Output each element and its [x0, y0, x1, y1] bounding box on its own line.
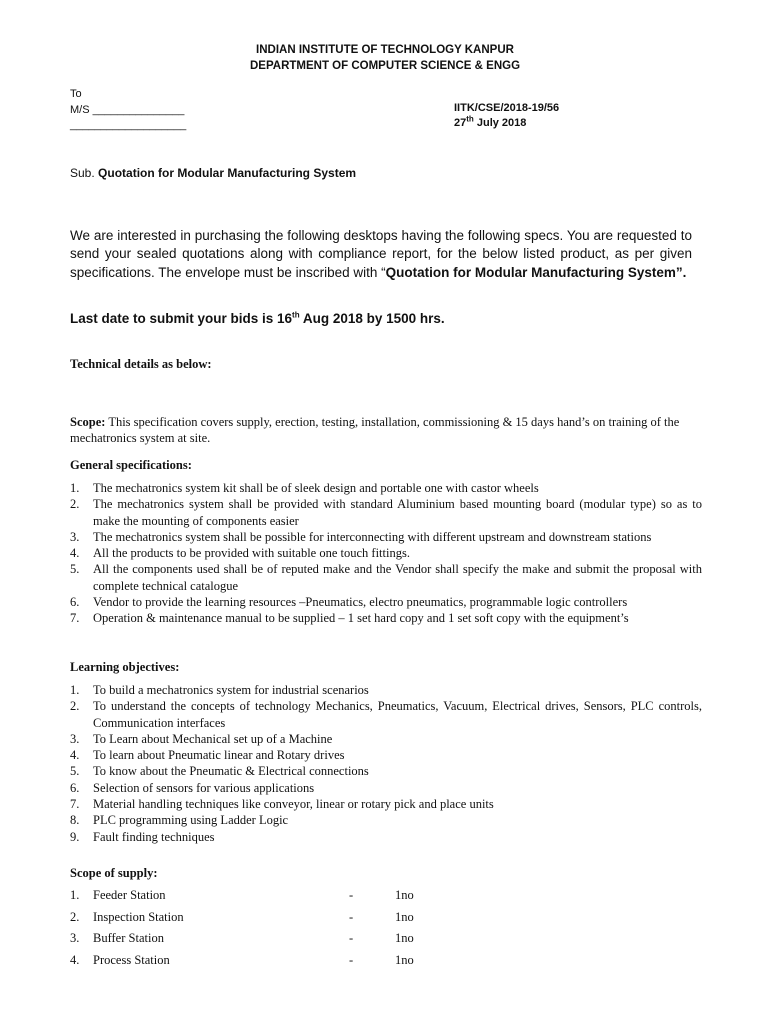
list-item	[70, 731, 702, 747]
item-number: 5.	[70, 562, 80, 577]
subject-line	[70, 166, 356, 180]
list-item	[70, 829, 702, 845]
subject-text: Quotation for Modular Manufacturing System	[98, 166, 357, 180]
item-text: The mechatronics system kit shall be of sleek design and portable one with castor wheels	[93, 481, 539, 495]
item-text: To understand the concepts of technology Mechanics, Pneumatics, Vacuum, Electrical drives, Sensors, PLC controls, Communication interfaces	[93, 699, 702, 730]
item-text: Fault finding techniques	[93, 829, 215, 844]
scope-of-supply-heading: Scope of supply:	[70, 866, 158, 880]
list-item	[70, 796, 702, 812]
table-row	[70, 910, 490, 926]
date-day: 27	[454, 117, 467, 129]
item-number: 3.	[70, 529, 80, 544]
reference-number: IITK/CSE/2018-19/56	[454, 102, 560, 114]
list-item	[70, 529, 702, 545]
list-item	[70, 480, 702, 496]
list-item	[70, 763, 702, 779]
item-text: The mechatronics system shall be provided with standard Aluminium based mounting board (modular type) so as to make the mounting of components easier	[93, 497, 702, 528]
item-text: Selection of sensors for various applications	[93, 780, 315, 795]
row-item: Buffer Station	[93, 931, 164, 945]
institute-title: INDIAN INSTITUTE OF TECHNOLOGY KANPUR	[256, 44, 514, 56]
item-number: 8.	[70, 813, 80, 828]
intro-paragraph	[70, 227, 692, 282]
deadline-sup: th	[292, 310, 300, 320]
table-row	[70, 888, 490, 904]
item-number: 1.	[70, 481, 80, 495]
scope-paragraph	[70, 414, 702, 446]
learning-objectives-heading: Learning objectives:	[70, 660, 180, 674]
address-ms: M/S _______________	[70, 104, 185, 116]
row-qty: 1no	[395, 953, 414, 967]
technical-heading: Technical details as below:	[70, 357, 212, 371]
row-number: 3.	[70, 931, 80, 945]
reference-date	[454, 114, 527, 129]
item-number: 4.	[70, 748, 80, 763]
item-number: 1.	[70, 683, 80, 697]
item-text: To build a mechatronics system for industrial scenarios	[93, 683, 369, 697]
item-text: Vendor to provide the learning resources –Pneumatics, electro pneumatics, programmable logic controllers	[93, 595, 628, 610]
list-item	[70, 812, 702, 828]
row-item: Inspection Station	[93, 910, 184, 924]
subject-prefix: Sub.	[70, 166, 95, 180]
deadline-suffix: Aug 2018 by 1500 hrs.	[299, 311, 445, 326]
list-item	[70, 747, 702, 763]
row-number: 1.	[70, 888, 80, 902]
table-row	[70, 931, 490, 947]
list-item	[70, 496, 702, 529]
list-item	[70, 545, 702, 561]
address-line: ___________________	[70, 119, 187, 131]
item-number: 4.	[70, 546, 80, 561]
item-number: 6.	[70, 780, 80, 795]
item-number: 7.	[70, 611, 80, 626]
item-text: Material handling techniques like conveyor, linear or rotary pick and place units	[93, 797, 494, 812]
row-dash: -	[349, 910, 354, 924]
list-item	[70, 780, 702, 796]
row-dash: -	[349, 953, 354, 967]
item-number: 2.	[70, 497, 80, 512]
item-number: 3.	[70, 731, 80, 746]
item-text: All the components used shall be of reputed make and the Vendor shall specify the make and submit the proposal with complete technical catalogue	[93, 562, 702, 593]
list-item	[70, 610, 702, 626]
general-specs-list	[70, 480, 702, 627]
date-rest: July 2018	[473, 117, 527, 129]
list-item	[70, 698, 702, 731]
table-row	[70, 953, 490, 969]
date-sup: th	[466, 114, 474, 124]
general-specs-heading: General specifications:	[70, 458, 192, 472]
row-number: 4.	[70, 953, 80, 967]
item-text: All the products to be provided with suitable one touch fittings.	[93, 546, 410, 561]
item-text: To Learn about Mechanical set up of a Machine	[93, 731, 333, 746]
row-qty: 1no	[395, 910, 414, 924]
intro-text: We are interested in purchasing the following desktops having the following specs. You are requested to send your sealed quotations along with compliance report, for the below listed product, as per given specifications. The envelope must be inscribed with “	[70, 228, 692, 280]
deadline-prefix: Last date to submit your bids is 16	[70, 311, 293, 326]
item-text: Operation & maintenance manual to be supplied – 1 set hard copy and 1 set soft copy with the equipment’s	[93, 611, 629, 626]
item-number: 5.	[70, 764, 80, 779]
item-number: 6.	[70, 595, 80, 610]
row-number: 2.	[70, 910, 80, 924]
row-dash: -	[349, 931, 354, 945]
row-dash: -	[349, 888, 354, 902]
list-item	[70, 561, 702, 594]
item-number: 9.	[70, 829, 80, 844]
item-text: To learn about Pneumatic linear and Rotary drives	[93, 748, 345, 763]
list-item	[70, 594, 702, 610]
intro-bold-text: Quotation for Modular Manufacturing System”.	[385, 264, 687, 280]
row-item: Feeder Station	[93, 888, 166, 902]
row-item: Process Station	[93, 953, 170, 967]
row-qty: 1no	[395, 888, 414, 902]
item-text: To know about the Pneumatic & Electrical connections	[93, 764, 369, 779]
item-number: 7.	[70, 797, 80, 812]
row-qty: 1no	[395, 931, 414, 945]
scope-label: Scope:	[70, 415, 106, 429]
item-text: The mechatronics system shall be possible for interconnecting with different upstream and downstream stations	[93, 529, 652, 544]
department-title: DEPARTMENT OF COMPUTER SCIENCE & ENGG	[249, 60, 521, 72]
address-to: To	[70, 88, 82, 100]
learning-objectives-list	[70, 682, 702, 845]
list-item	[70, 682, 702, 698]
item-number: 2.	[70, 699, 80, 714]
deadline	[70, 311, 445, 326]
scope-text: This specification covers supply, erection, testing, installation, commissioning & 15 days hand’s on training of the mechatronics system at site.	[70, 415, 680, 445]
item-text: PLC programming using Ladder Logic	[93, 813, 289, 828]
